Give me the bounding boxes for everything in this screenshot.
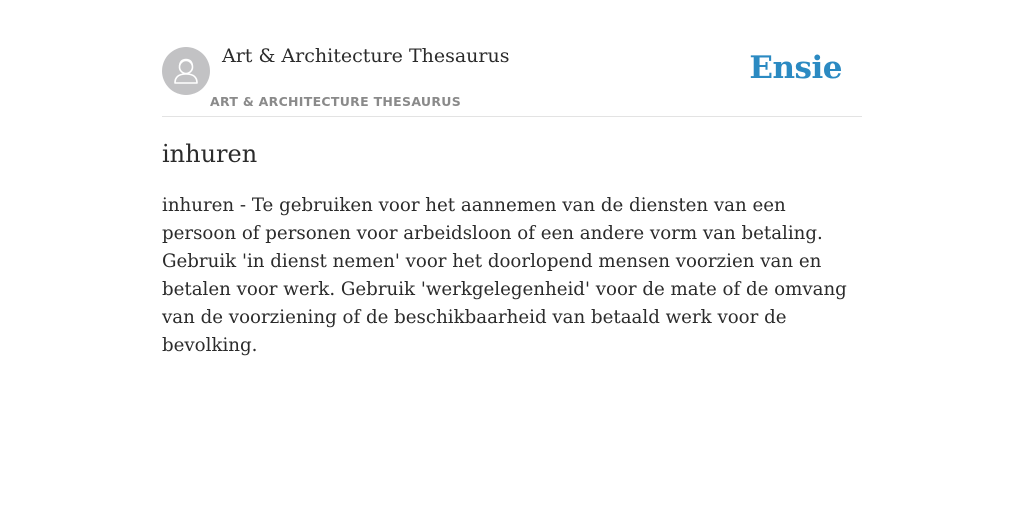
entry-term: inhuren [162, 140, 258, 168]
publication-label[interactable]: ART & ARCHITECTURE THESAURUS [210, 94, 462, 109]
avatar[interactable] [162, 47, 210, 95]
author-name[interactable]: Art & Architecture Thesaurus [222, 45, 510, 67]
entry-definition: inhuren - Te gebruiken voor het aannemen van de diensten van een persoon of personen voor arbeidsloon of een andere vorm van betaling. Gebruik 'in dienst nemen' voor het doorlopend mensen voorzien van en betalen voor werk. Gebruik 'werkgelegenheid' voor de mate of de omvang van de voorziening of de beschikbaarheid van betaald werk voor de bevolking. [162, 195, 847, 356]
user-avatar-icon [162, 47, 210, 95]
header [162, 0, 862, 117]
brand-logo[interactable]: Ensie [749, 50, 842, 86]
